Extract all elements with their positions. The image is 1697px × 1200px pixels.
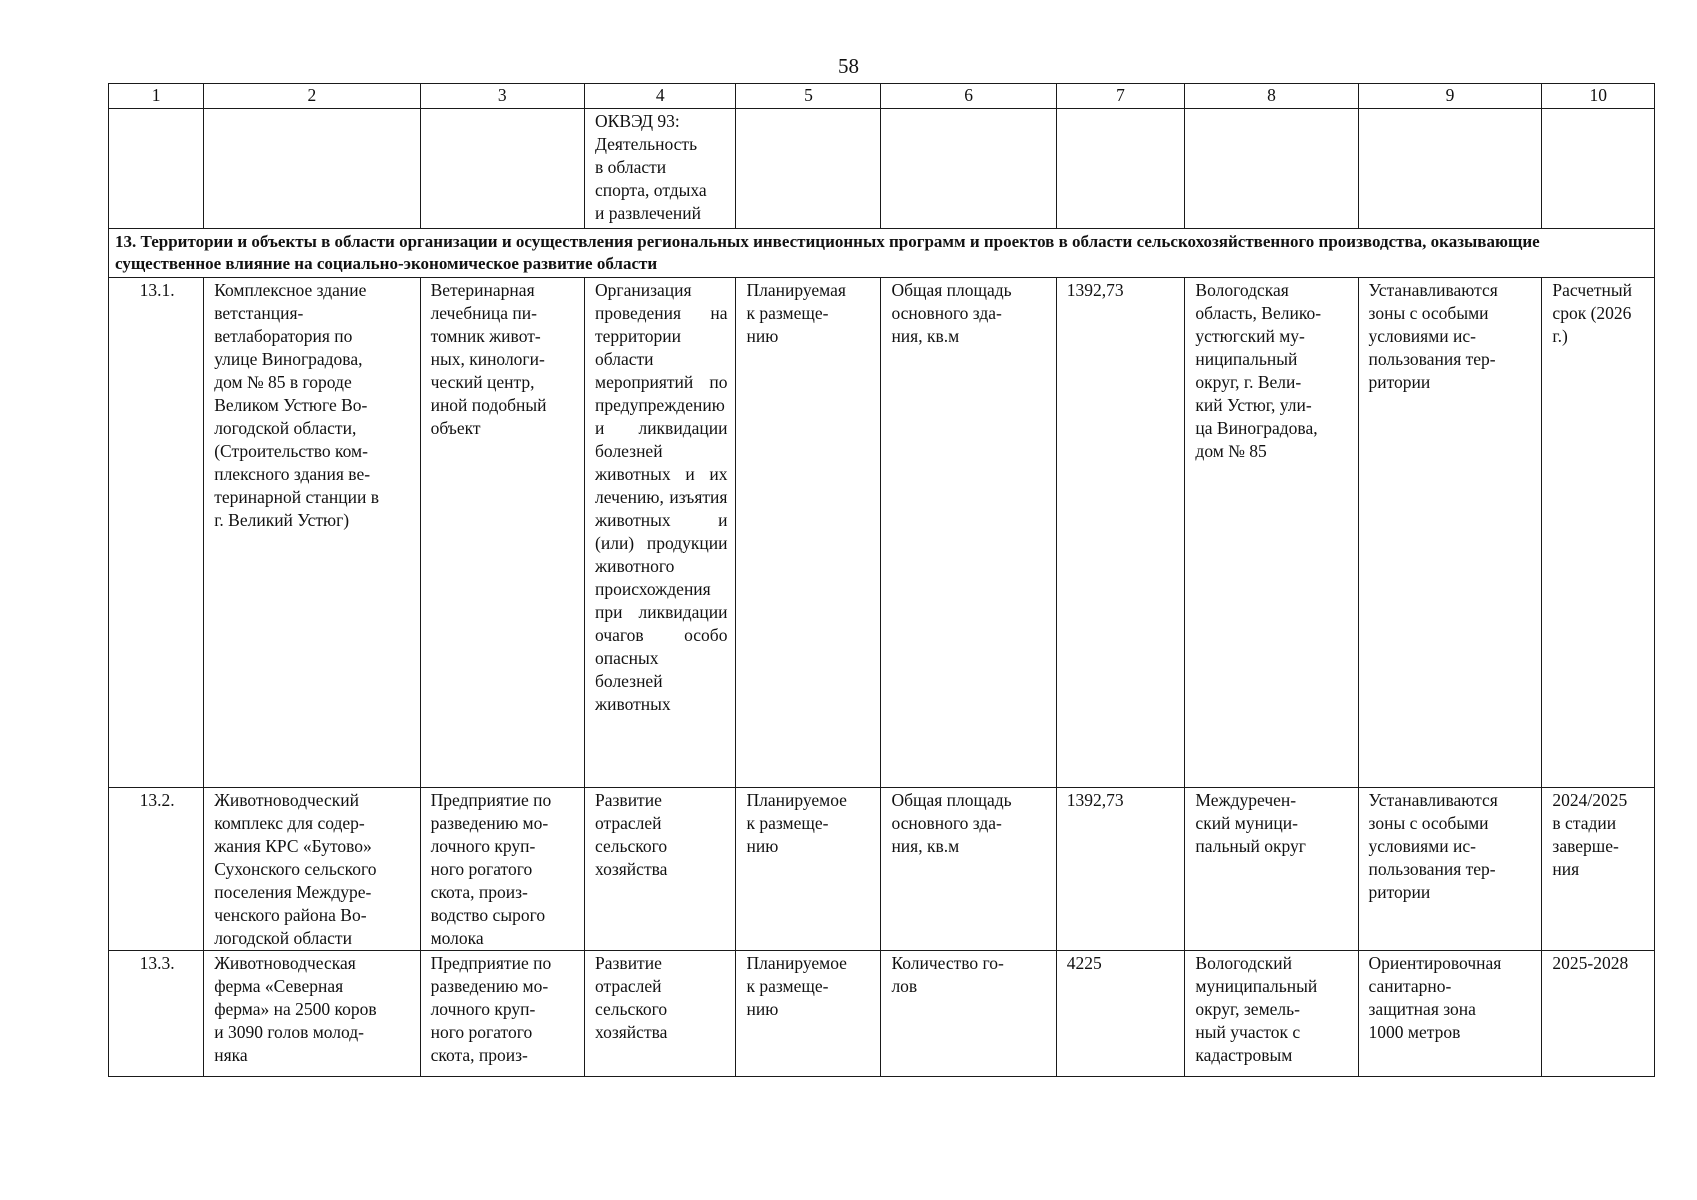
object-status-cell: Планируемая к размеще- нию	[736, 278, 881, 788]
table-row	[109, 788, 1655, 951]
column-number-1: 1	[109, 84, 204, 109]
object-type-cell: Предприятие по разведению мо- лочного круп- ного рогатого скота, произ- водство сырого молока	[420, 788, 584, 951]
table-cell-empty	[736, 109, 881, 229]
object-name-cell: Животноводческий комплекс для содер- жания КРС «Бутово» Сухонского сельского поселения Междуре- ченского района Во- логодской области	[204, 788, 420, 951]
object-value-cell: 1392,73	[1056, 788, 1185, 951]
object-zones-cell: Устанавливаются зоны с особыми условиями ис- пользования тер- ритории	[1358, 278, 1542, 788]
column-number-2: 2	[204, 84, 420, 109]
object-type-cell: Ветеринарная лечебница пи- томник живот- ных, кинологи- ческий центр, иной подобный объект	[420, 278, 584, 788]
object-term-cell: 2025-2028	[1542, 951, 1655, 1077]
table-cell-empty	[1056, 109, 1185, 229]
row-number: 13.1.	[109, 278, 204, 788]
row-number: 13.3.	[109, 951, 204, 1077]
table-cell-empty	[1185, 109, 1358, 229]
page-number: 58	[838, 54, 859, 78]
object-zones-cell: Ориентировочная санитарно- защитная зона 1000 метров	[1358, 951, 1542, 1077]
column-number-3: 3	[420, 84, 584, 109]
object-zones-cell: Устанавливаются зоны с особыми условиями ис- пользования тер- ритории	[1358, 788, 1542, 951]
table-header-row	[109, 84, 1655, 109]
object-characteristic-cell: Общая площадь основного зда- ния, кв.м	[881, 788, 1056, 951]
object-location-cell: Междуречен- ский муници- пальный округ	[1185, 788, 1358, 951]
table-cell-empty	[204, 109, 420, 229]
column-number-8: 8	[1185, 84, 1358, 109]
table-cell-empty	[420, 109, 584, 229]
object-name-cell: Животноводческая ферма «Северная ферма» на 2500 коров и 3090 голов молод- няка	[204, 951, 420, 1077]
section-heading-row	[109, 229, 1655, 278]
object-type-cell: Предприятие по разведению мо- лочного круп- ного рогатого скота, произ-	[420, 951, 584, 1077]
column-number-4: 4	[585, 84, 736, 109]
okved-cell: ОКВЭД 93: Деятельность в области спорта, отдыха и развлечений	[585, 109, 736, 229]
object-characteristic-cell: Общая площадь основного зда- ния, кв.м	[881, 278, 1056, 788]
object-purpose-cell: Организация проведения на территории области мероприятий по предупреждению и ликвидации болезней животных и их лечению, изъятия животных и (или) продукции животного происхождения при ликвидации очагов особо опасных болезней животных	[585, 278, 736, 788]
object-term-cell: Расчетный срок (2026 г.)	[1542, 278, 1655, 788]
column-number-10: 10	[1542, 84, 1655, 109]
table-cell-empty	[1542, 109, 1655, 229]
object-purpose-cell: Развитие отраслей сельского хозяйства	[585, 951, 736, 1077]
section-title: 13. Территории и объекты в области организации и осуществления региональных инвестиционных программ и проектов в области сельскохозяйственного производства, оказывающие существенное влияние на социально-экономическое развитие области	[109, 229, 1655, 278]
column-number-6: 6	[881, 84, 1056, 109]
table-cell-empty	[881, 109, 1056, 229]
row-number: 13.2.	[109, 788, 204, 951]
table-row	[109, 951, 1655, 1077]
column-number-9: 9	[1358, 84, 1542, 109]
table-row	[109, 278, 1655, 788]
table-cell-empty	[1358, 109, 1542, 229]
object-name-cell: Комплексное здание ветстанция- ветлаборатория по улице Виноградова, дом № 85 в городе Великом Устюге Во- логодской области, (Строительство ком- плексного здания ве- теринарной станции в г. Великий Устюг)	[204, 278, 420, 788]
object-purpose-cell: Развитие отраслей сельского хозяйства	[585, 788, 736, 951]
column-number-5: 5	[736, 84, 881, 109]
object-status-cell: Планируемое к размеще- нию	[736, 788, 881, 951]
object-status-cell: Планируемое к размеще- нию	[736, 951, 881, 1077]
document-table	[108, 83, 1655, 1077]
object-value-cell: 4225	[1056, 951, 1185, 1077]
object-term-cell: 2024/2025 в стадии заверше- ния	[1542, 788, 1655, 951]
object-value-cell: 1392,73	[1056, 278, 1185, 788]
object-location-cell: Вологодская область, Велико- устюгский му- ниципальный округ, г. Вели- кий Устюг, ули- ца Виноградова, дом № 85	[1185, 278, 1358, 788]
column-number-7: 7	[1056, 84, 1185, 109]
table-cell-empty	[109, 109, 204, 229]
table-row-okved-continuation	[109, 109, 1655, 229]
object-characteristic-cell: Количество го- лов	[881, 951, 1056, 1077]
object-location-cell: Вологодский муниципальный округ, земель- ный участок с кадастровым	[1185, 951, 1358, 1077]
